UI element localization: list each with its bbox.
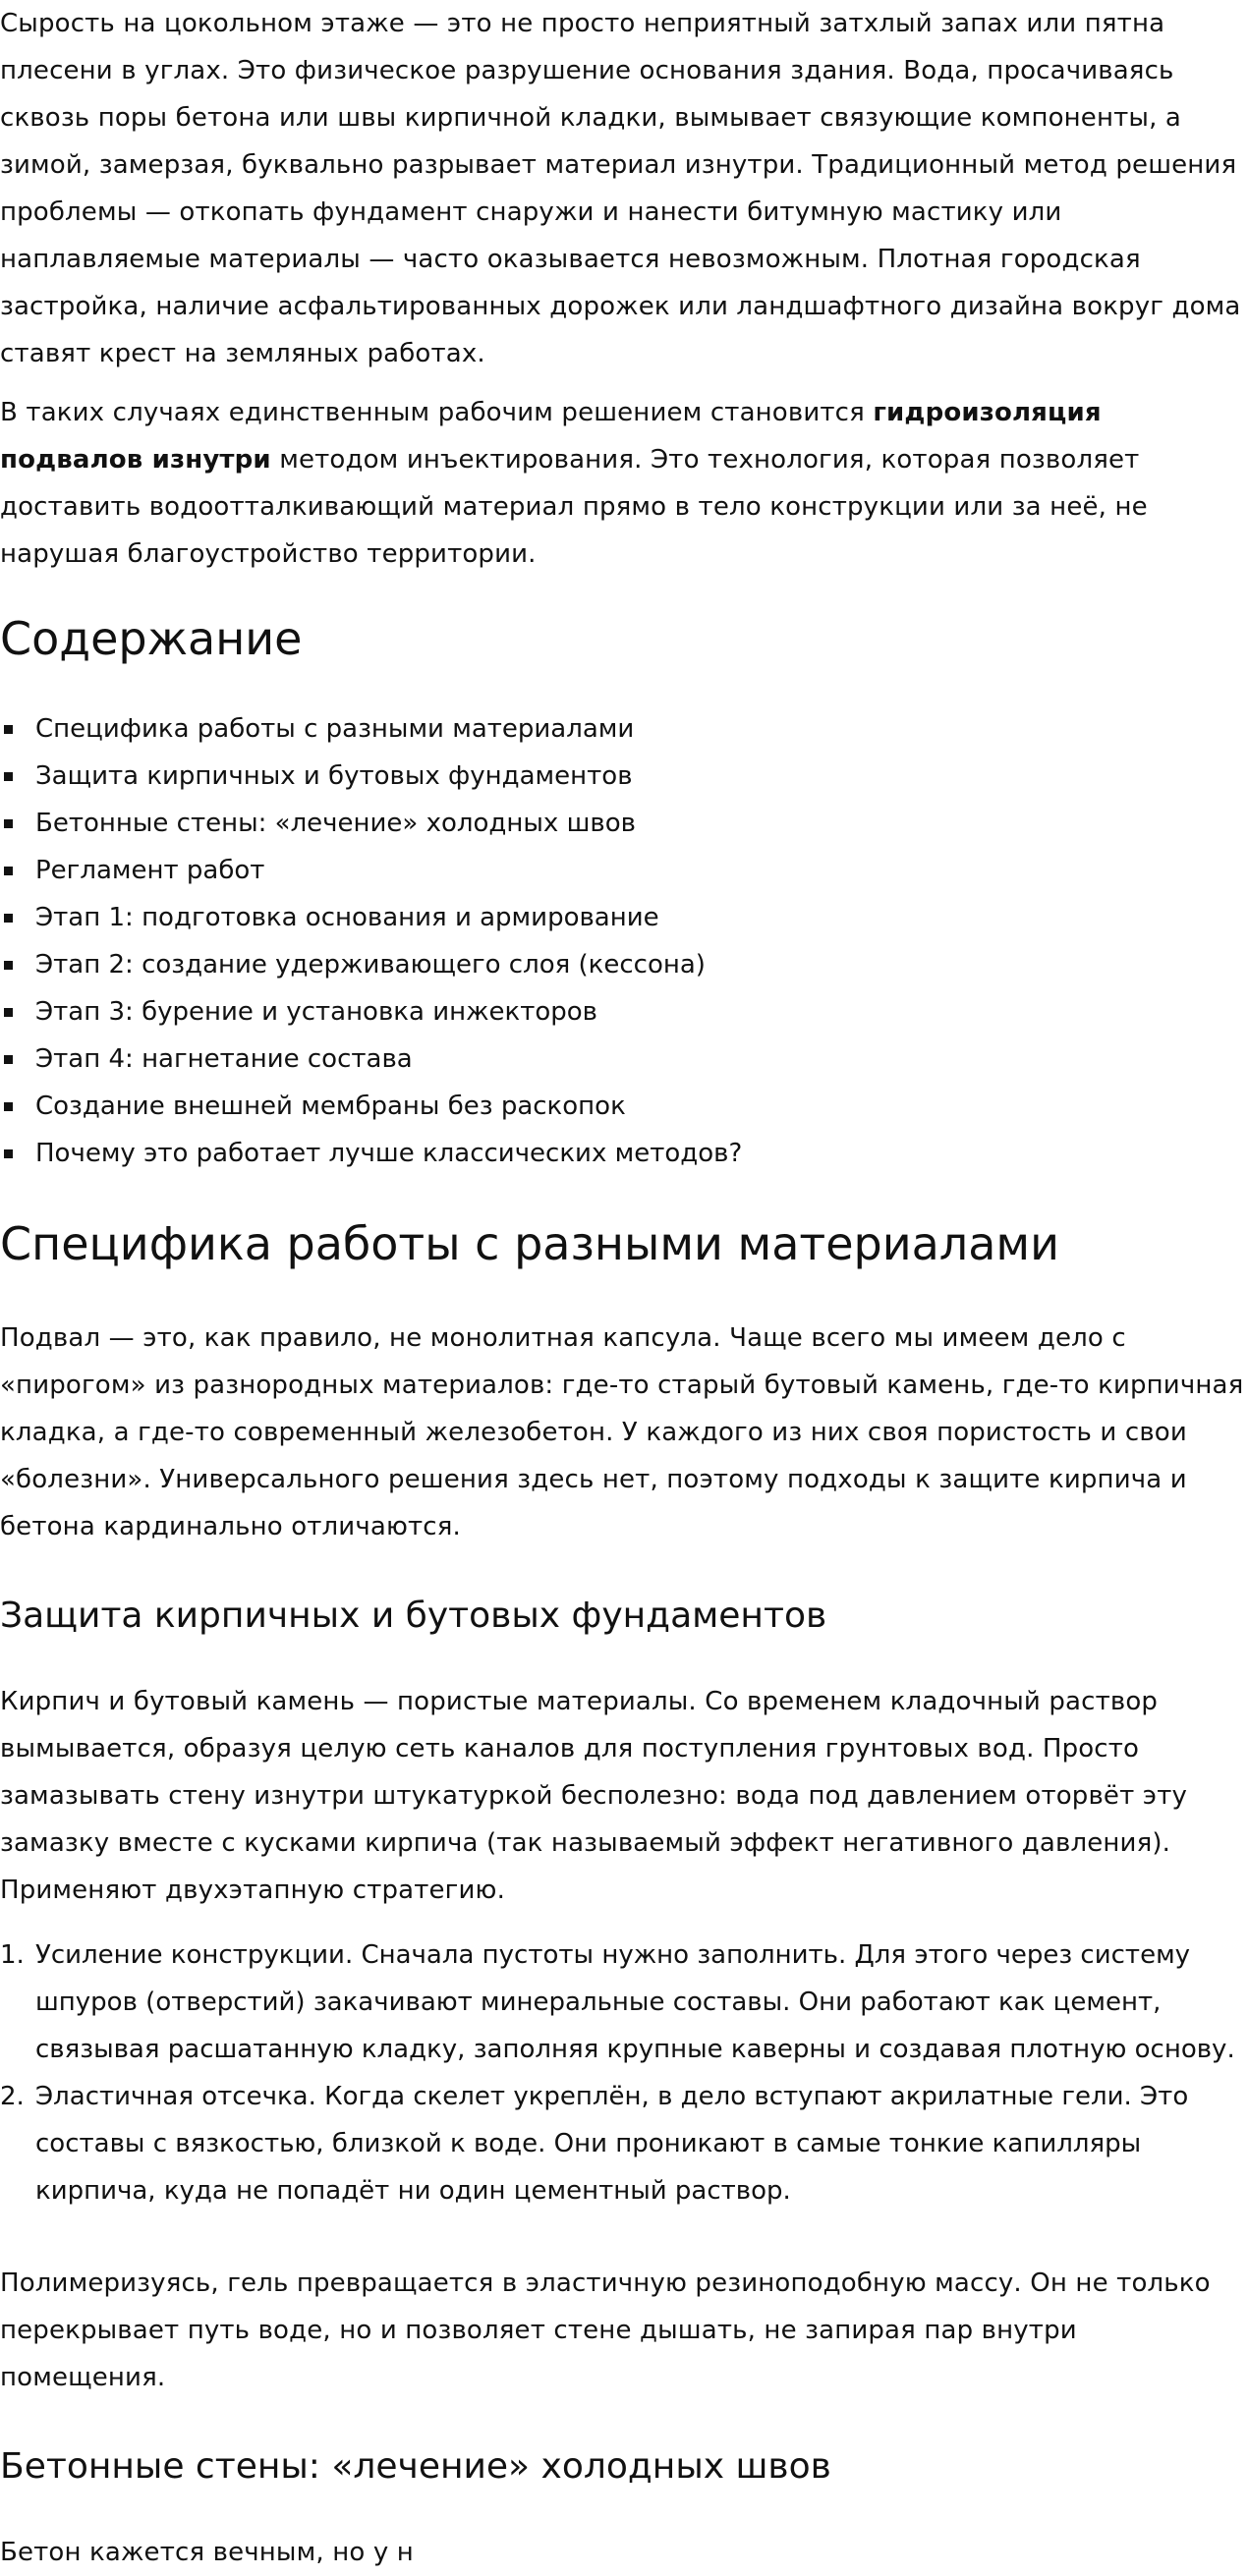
list-item-number: 2. bbox=[0, 2082, 25, 2111]
subsection-heading-concrete: Бетонные стены: «лечение» холодных швов bbox=[0, 2446, 831, 2487]
list-item-text: Эластичная отсечка. Когда скелет укреплён, в дело вступают акрилатные гели. Это составы с вязкостью, близкой к воде. Они проникают в самые тонкие капилляры кирпича, куда не попадёт ни один цементный раствор. bbox=[35, 2082, 1189, 2206]
toc-heading: Содержание bbox=[0, 612, 303, 665]
toc-item[interactable]: Этап 1: подготовка основания и армирование bbox=[0, 894, 1248, 941]
toc-item[interactable]: Этап 4: нагнетание состава bbox=[0, 1036, 1248, 1083]
toc-item[interactable]: Специфика работы с разными материалами bbox=[0, 705, 1248, 753]
toc-item[interactable]: Бетонные стены: «лечение» холодных швов bbox=[0, 800, 1248, 847]
list-item bbox=[0, 2073, 1248, 2214]
toc-item[interactable]: Защита кирпичных и бутовых фундаментов bbox=[0, 753, 1248, 800]
list-item-text: Усиление конструкции. Сначала пустоты нужно заполнить. Для этого через систему шпуров (отверстий) закачивают минеральные составы. Они работают как цемент, связывая расшатанную кладку, заполняя крупные каверны и создавая плотную основу. bbox=[35, 1940, 1235, 2064]
section-heading-materials: Специфика работы с разными материалами bbox=[0, 1217, 1059, 1270]
toc-item[interactable]: Этап 2: создание удерживающего слоя (кессона) bbox=[0, 941, 1248, 988]
toc-item[interactable]: Создание внешней мембраны без раскопок bbox=[0, 1083, 1248, 1130]
toc-item[interactable]: Регламент работ bbox=[0, 847, 1248, 894]
brick-steps-list bbox=[0, 1932, 1248, 2214]
brick-paragraph-1: Кирпич и бутовый камень — пористые материалы. Со временем кладочный раствор вымывается, образуя целую сеть каналов для поступления грунтовых вод. Просто замазывать стену изнутри штукатуркой бесполезно: вода под давлением оторвёт эту замазку вместе с кусками кирпича (так называемый эффект негативного давления). Применяют двухэтапную стратегию. bbox=[0, 1687, 1188, 1905]
concrete-paragraph: Бетон кажется вечным, но у н bbox=[0, 2538, 414, 2567]
intro-paragraph-2-bold: гидроизоляция подвалов изнутри bbox=[0, 398, 1102, 475]
toc-item[interactable]: Этап 3: бурение и установка инжекторов bbox=[0, 988, 1248, 1036]
intro-paragraph-2 bbox=[0, 389, 1248, 578]
list-item bbox=[0, 1932, 1248, 2073]
toc-item[interactable]: Почему это работает лучше классических методов? bbox=[0, 1130, 1248, 1177]
brick-paragraph-2: Полимеризуясь, гель превращается в эластичную резиноподобную массу. Он не только перекрывает путь воде, но и позволяет стене дышать, не запирая пар внутри помещения. bbox=[0, 2268, 1211, 2392]
intro-paragraph-1: Сырость на цокольном этаже — это не просто неприятный затхлый запах или пятна плесени в углах. Это физическое разрушение основания здания. Вода, просачиваясь сквозь поры бетона или швы кирпичной кладки, вымывает связующие компоненты, а зимой, замерзая, буквально разрывает материал изнутри. Традиционный метод решения проблемы — откопать фундамент снаружи и нанести битумную мастику или наплавляемые материалы — часто оказывается невозможным. Плотная городская застройка, наличие асфальтированных дорожек или ландшафтного дизайна вокруг дома ставят крест на земляных работах. bbox=[0, 9, 1241, 368]
list-item-number: 1. bbox=[0, 1940, 25, 1970]
intro-paragraph-2-text-end: методом инъектирования. Это технология, которая позволяет доставить водоотталкивающий материал прямо в тело конструкции или за неё, не нарушая благоустройство территории. bbox=[0, 445, 1148, 569]
subsection-heading-brick: Защита кирпичных и бутовых фундаментов bbox=[0, 1596, 827, 1636]
intro-paragraph-2-text: В таких случаях единственным рабочим решением становится bbox=[0, 398, 874, 427]
materials-paragraph: Подвал — это, как правило, не монолитная капсула. Чаще всего мы имеем дело с «пирогом» из разнородных материалов: где-то старый бутовый камень, где-то кирпичная кладка, а где-то современный железобетон. У каждого из них своя пористость и свои «болезни». Универсального решения здесь нет, поэтому подходы к защите кирпича и бетона кардинально отличаются. bbox=[0, 1323, 1244, 1541]
table-of-contents bbox=[0, 705, 1248, 1177]
